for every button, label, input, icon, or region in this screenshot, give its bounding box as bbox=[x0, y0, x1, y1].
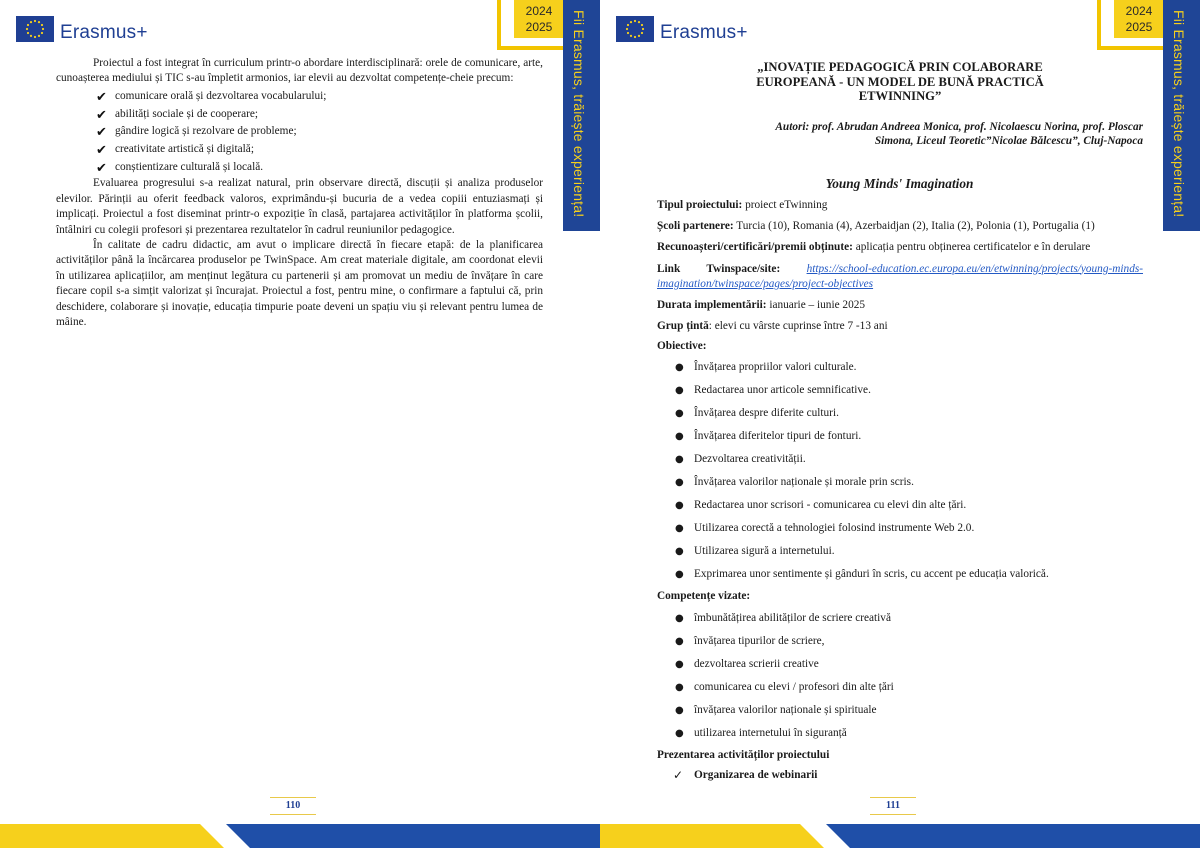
year-badge bbox=[514, 0, 564, 38]
side-banner bbox=[563, 0, 600, 231]
page-number-left: 110 bbox=[270, 797, 316, 815]
list-item: ● Redactarea unor scrisori - comunicarea cu elevi din alte țări. bbox=[675, 499, 967, 512]
right-body bbox=[657, 198, 1143, 783]
evaluation-paragraph: Evaluarea progresului s-a realizat natural, prin observare directă, discuții și analiza produselor elevilor. Părinții au oferit feedback valoros, exprimându-și bucuria de a vedea copiii entuziasmați și implicați. Proiectul a fost diseminat printr-o expoziție în clasă, partajarea activităților în platforma școlii, întâlniri cu colegii profesori și prezentarea rezultatelor în cadrul reuniunilor pedagogice. bbox=[56, 177, 543, 236]
list-item: ● Exprimarea unor sentimente și gânduri în scris, cu accent pe educația valorică. bbox=[675, 568, 1049, 581]
bullet-icon: ● bbox=[675, 431, 684, 443]
check-icon: ✔ bbox=[96, 142, 107, 158]
year-bottom: 2025 bbox=[525, 20, 553, 34]
list-item: ● învățarea tipurilor de scriere, bbox=[675, 635, 825, 648]
competences-list bbox=[657, 611, 1143, 741]
bullet-icon: ● bbox=[675, 362, 684, 374]
check-icon: ✔ bbox=[96, 125, 107, 141]
bullet-icon: ● bbox=[675, 728, 684, 740]
right-page bbox=[600, 0, 1200, 848]
field-link: Link Twinspace/site: https://school-education.ec.europa.eu/en/etwinning/projects/young-minds-imagination/twinspace/pages/project-objectives bbox=[657, 262, 1143, 290]
bullet-icon: ● bbox=[675, 500, 684, 512]
footer-band-blue bbox=[826, 824, 1200, 848]
logo-text: Erasmus+ bbox=[660, 22, 748, 43]
list-item: ● Redactarea unor articole semnificative. bbox=[675, 384, 871, 397]
side-banner-text: Fii Erasmus, trăiește experiența! bbox=[1171, 10, 1187, 218]
page-number-right: 111 bbox=[870, 797, 916, 815]
eu-flag-icon bbox=[16, 16, 54, 42]
check-icon: ✔ bbox=[96, 107, 107, 123]
bullet-icon: ● bbox=[675, 523, 684, 535]
activity-item: ✓ Organizarea de webinarii bbox=[673, 768, 818, 783]
intro-paragraph: Proiectul a fost integrat în curriculum printr-o abordare interdisciplinară: orele de comunicare, arte, cunoașterea mediului și TIC s-au împletit armonios, iar elevii au dezvoltat competențe-cheie precum: bbox=[56, 57, 543, 85]
competences-heading: Competențe vizate: bbox=[657, 590, 751, 603]
logo-text: Erasmus+ bbox=[60, 22, 148, 43]
year-top: 2024 bbox=[525, 4, 553, 18]
list-item: ● învățarea valorilor naționale și spirituale bbox=[675, 704, 877, 717]
list-item: ● Utilizarea corectă a tehnologiei folosind instrumente Web 2.0. bbox=[675, 522, 975, 535]
list-item: ● Învățarea propriilor valori culturale. bbox=[675, 361, 857, 374]
checklist-item: ✔ abilități sociale și de cooperare; bbox=[96, 107, 259, 123]
list-item: ● Utilizarea sigură a internetului. bbox=[675, 545, 835, 558]
list-item: ● utilizarea internetului în siguranță bbox=[675, 727, 847, 740]
checklist-item: ✔ comunicare orală și dezvoltarea vocabularului; bbox=[96, 89, 327, 105]
field-type: Tipul proiectului: proiect eTwinning bbox=[657, 199, 828, 211]
eu-flag-icon bbox=[616, 16, 654, 42]
erasmus-logo bbox=[16, 14, 148, 44]
field-partners: Școli partenere: Turcia (10), Romania (4), Azerbaidjan (2), Italia (2), Polonia (1), Portugalia (1) bbox=[657, 220, 1095, 233]
activities-heading: Prezentarea activităților proiectului bbox=[657, 749, 830, 762]
bullet-icon: ● bbox=[675, 477, 684, 489]
list-item: ● Dezvoltarea creativității. bbox=[675, 453, 806, 466]
year-badge bbox=[1114, 0, 1164, 38]
year-top: 2024 bbox=[1125, 4, 1153, 18]
side-banner bbox=[1163, 0, 1200, 231]
bullet-icon: ● bbox=[675, 659, 684, 671]
competence-checklist bbox=[56, 88, 543, 177]
objectives-list bbox=[657, 360, 1143, 582]
twinspace-link[interactable]: https://school-education.ec.europa.eu/en/etwinning/projects/young-minds-imagination/twinspace/pages/project-objectives bbox=[657, 262, 1143, 290]
article-authors: Autori: prof. Abrudan Andreea Monica, prof. Nicolaescu Norina, prof. Ploscar Simona, Liceul Teoretic”Nicolae Bălcescu”, Cluj-Napoca bbox=[775, 121, 1143, 147]
article-title: „INOVAȚIE PEDAGOGICĂ PRIN COLABORARE EUROPEANĂ - UN MODEL DE BUNĂ PRACTICĂ ETWINNING” bbox=[756, 60, 1044, 104]
list-item: ● Învățarea valorilor naționale și morale prin scris. bbox=[675, 476, 914, 489]
field-target: Grup țintă: elevi cu vârste cuprinse între 7 -13 ani bbox=[657, 319, 888, 332]
bullet-icon: ● bbox=[675, 385, 684, 397]
footer-band-blue bbox=[226, 824, 600, 848]
project-name: Young Minds' Imagination bbox=[825, 176, 974, 191]
side-banner-text: Fii Erasmus, trăiește experiența! bbox=[571, 10, 587, 218]
bullet-icon: ● bbox=[675, 636, 684, 648]
list-item: ● dezvoltarea scrierii creative bbox=[675, 658, 819, 671]
list-item: ● Învățarea diferitelor tipuri de fonturi. bbox=[675, 430, 862, 443]
left-body bbox=[56, 56, 543, 330]
bullet-icon: ● bbox=[675, 569, 684, 581]
list-item: ● îmbunătățirea abilităților de scriere creativă bbox=[675, 612, 891, 625]
objectives-heading: Obiective: bbox=[657, 340, 707, 353]
check-icon: ✔ bbox=[96, 89, 107, 105]
year-bottom: 2025 bbox=[1125, 20, 1153, 34]
bullet-icon: ● bbox=[675, 613, 684, 625]
list-item: ● Învățarea despre diferite culturi. bbox=[675, 407, 839, 420]
bullet-icon: ● bbox=[675, 408, 684, 420]
bullet-icon: ● bbox=[675, 546, 684, 558]
checklist-item: ✔ conștientizare culturală și locală. bbox=[96, 160, 264, 176]
field-duration: Durata implementării: ianuarie – iunie 2025 bbox=[657, 298, 866, 311]
check-icon: ✔ bbox=[96, 160, 107, 176]
teacher-role-paragraph: În calitate de cadru didactic, am avut o implicare directă în fiecare etapă: de la planificarea activităților până la încărcarea produselor pe TwinSpace. Am creat materiale digitale, am coordonat elevii în utilizarea aplicațiilor, am menținut legătura cu partenerii și am promovat un mediu de învățare în care fiecare copil s-a simțit valorizat și încurajat. Proiectul a fost, pentru mine, o confirmare a faptului că, prin deschidere, colaborare și inovație, educația timpurie poate deveni un spațiu viu și relevant pentru lumea de mâine. bbox=[56, 238, 543, 328]
bullet-icon: ● bbox=[675, 682, 684, 694]
bullet-icon: ● bbox=[675, 705, 684, 717]
erasmus-logo bbox=[616, 14, 748, 44]
check-icon: ✓ bbox=[673, 768, 684, 783]
bullet-icon: ● bbox=[675, 454, 684, 466]
field-recognition: Recunoașteri/certificări/premii obținute: aplicația pentru obținerea certificatelor e în derulare bbox=[657, 241, 1091, 254]
checklist-item: ✔ creativitate artistică și digitală; bbox=[96, 142, 254, 158]
list-item: ● comunicarea cu elevi / profesori din alte țări bbox=[675, 681, 894, 694]
checklist-item: ✔ gândire logică și rezolvare de probleme; bbox=[96, 125, 297, 141]
